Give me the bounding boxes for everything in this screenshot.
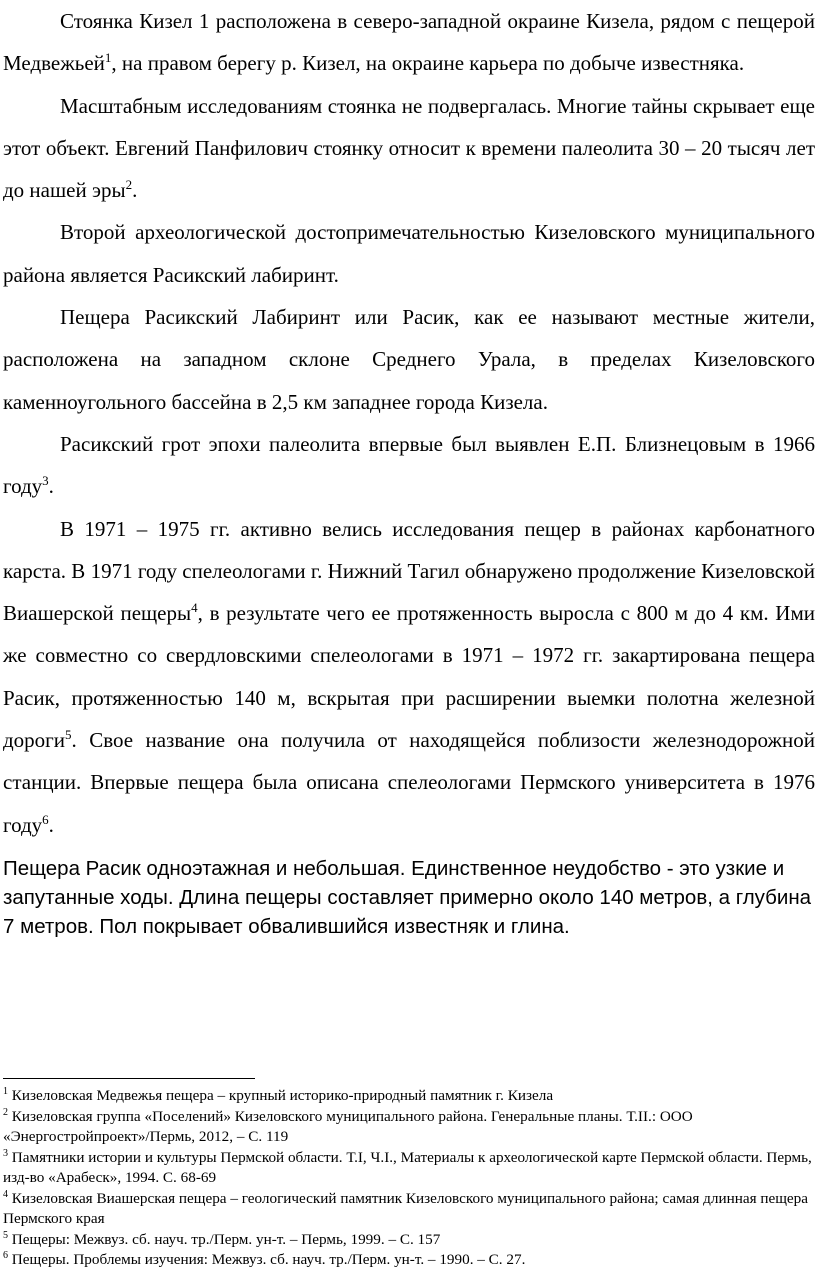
- footnote-text-6: Пещеры. Проблемы изучения: Межвуз. сб. науч. тр./Перм. ун-т. – 1990. – С. 27.: [11, 1251, 526, 1268]
- paragraph-5: [3, 423, 815, 508]
- paragraph-4-text: Пещера Расикский Лабиринт или Расик, как ее называют местные жители, расположена на западном склоне Среднего Урала, в пределах Кизеловского каменноугольного бассейна в 2,5 км западнее города Кизела.: [3, 305, 815, 414]
- paragraph-5-tail: .: [48, 474, 54, 499]
- paragraph-4: [3, 296, 815, 423]
- paragraph-5-text: Расикский грот эпохи палеолита впервые был выявлен Е.П. Близнецовым в 1966 году: [3, 431, 815, 499]
- paragraph-7-sans: Пещера Расик одноэтажная и небольшая. Единственное неудобство - это узкие и запутанные ходы. Длина пещеры составляет примерно около 140 метров, а глубина 7 метров. Пол покрывает обвалившийся известняк и глина.: [3, 856, 812, 938]
- footnote-number-5: 5: [3, 1229, 8, 1241]
- paragraph-2-tail: .: [132, 178, 138, 203]
- main-text: [3, 0, 815, 941]
- footnote-4: [3, 1189, 813, 1230]
- paragraph-3-text: Второй археологической достопримечательностью Кизеловского муниципального района является Расикский лабиринт.: [3, 220, 815, 287]
- paragraph-6: [3, 508, 815, 846]
- footnote-ref-6[interactable]: 6: [42, 811, 49, 827]
- footnote-number-1: 1: [3, 1085, 8, 1097]
- footnote-6: [3, 1250, 813, 1271]
- footnote-ref-3[interactable]: 3: [42, 473, 49, 489]
- footnote-ref-4[interactable]: 4: [191, 600, 198, 616]
- paragraph-6-part-4: .: [48, 812, 54, 837]
- paragraph-3: [3, 211, 815, 296]
- footnote-text-2: Кизеловская группа «Поселений» Кизеловского муниципального района. Генеральные планы. Т.II.: ООО «Энергостройпроект»/Пермь, 2012, – С. 119: [3, 1107, 693, 1145]
- footnote-5: [3, 1230, 813, 1251]
- footnote-text-3: Памятники истории и культуры Пермской области. Т.I, Ч.I., Материалы к археологической карте Пермской области. Пермь, изд-во «Арабеск», 1994. С. 68-69: [3, 1148, 812, 1186]
- paragraph-1-tail: , на правом берегу р. Кизел, на окраине карьера по добыче известняка.: [111, 51, 745, 76]
- footnote-number-2: 2: [3, 1106, 8, 1118]
- footnote-2: [3, 1107, 813, 1148]
- footnote-text-4: Кизеловская Виашерская пещера – геологический памятник Кизеловского муниципального района; самая длинная пещера Пермского края: [3, 1189, 808, 1227]
- footnote-ref-2[interactable]: 2: [125, 177, 133, 193]
- paragraph-2-text: Масштабным исследованиям стоянка не подвергалась. Многие тайны скрывает еще этот объект. Евгений Панфилович стоянку относит к времени палеолита 30 – 20 тысяч лет до нашей эры: [3, 93, 815, 203]
- footnotes: [3, 1086, 813, 1271]
- paragraph-6-part-2: , в результате чего ее протяженность выросла с 800 м до 4 км. Ими же совместно со свердловскими спелеологами в 1971 – 1972 гг. закартирована пещера Расик, протяженностью 140 м, вскрытая при расширении выемки полотна железной дороги: [3, 601, 815, 753]
- paragraph-6-part-3: . Свое название она получила от находящейся поблизости железнодорожной станции. Впервые пещера была описана спелеологами Пермского университета в 1976 году: [3, 728, 815, 837]
- paragraph-2: [3, 85, 815, 212]
- footnote-text-1: Кизеловская Медвежья пещера – крупный историко-природный памятник г. Кизела: [11, 1087, 554, 1104]
- footnote-ref-1[interactable]: 1: [104, 50, 112, 66]
- footnote-separator: [3, 1078, 255, 1079]
- paragraph-6-part-1: В 1971 – 1975 гг. активно велись исследования пещер в районах карбонатного карста. В 1971 году спелеологами г. Нижний Тагил обнаружено продолжение Кизеловской Виашерской пещеры: [3, 516, 815, 626]
- footnote-number-3: 3: [3, 1147, 8, 1159]
- footnote-3: [3, 1148, 813, 1189]
- paragraph-1-text: Стоянка Кизел 1 расположена в северо-западной окраине Кизела, рядом с пещерой Медвежьей: [3, 9, 815, 76]
- footnote-ref-5[interactable]: 5: [65, 727, 72, 743]
- footnote-text-5: Пещеры: Межвуз. сб. науч. тр./Перм. ун-т. – Пермь, 1999. – С. 157: [11, 1230, 441, 1248]
- footnote-1: [3, 1086, 813, 1107]
- paragraph-1: [3, 0, 815, 85]
- footnote-number-6: 6: [3, 1249, 8, 1261]
- footnote-number-4: 4: [3, 1188, 8, 1200]
